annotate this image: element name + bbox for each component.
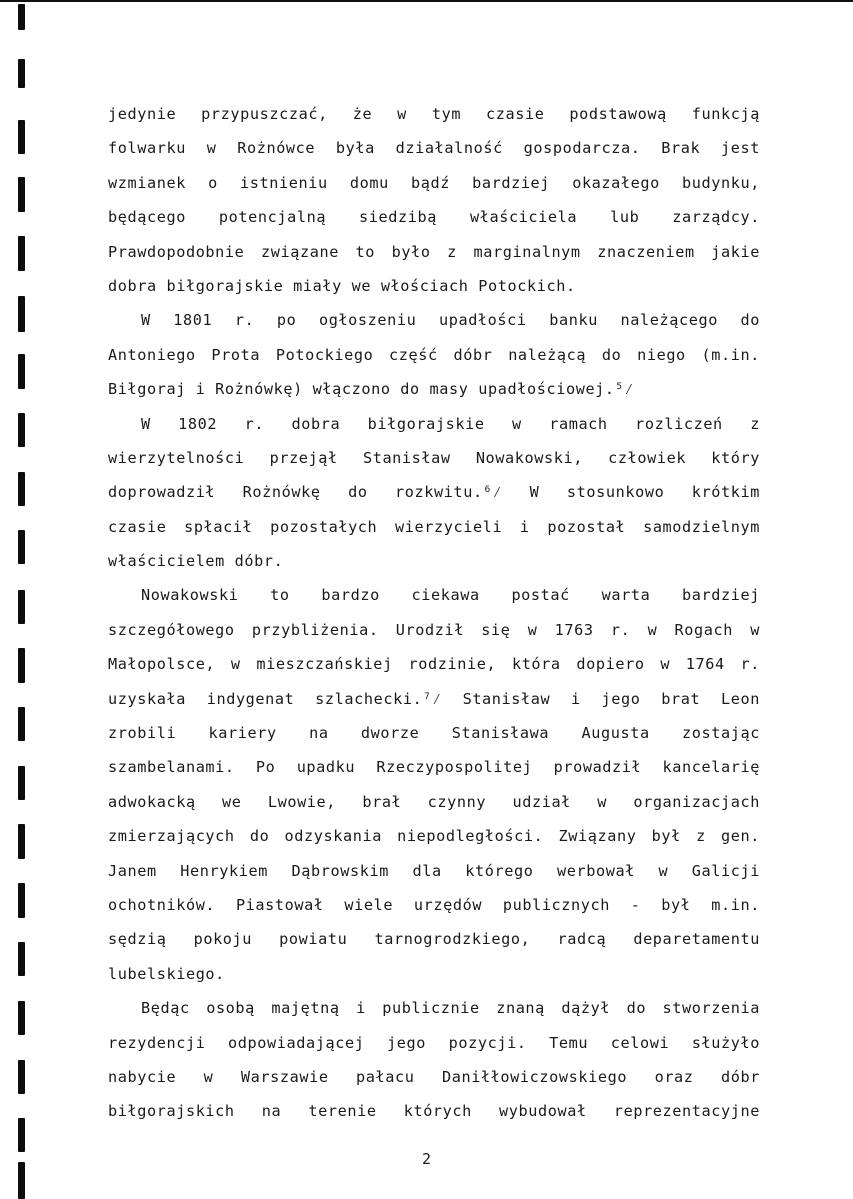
text-line: będącego potencjalną siedzibą właściciela lub zarządcy. [108,208,760,227]
binding-holes [0,0,40,1199]
text-line: szczegółowego przybliżenia. Urodził się w 1763 r. w Rogach w [108,620,760,639]
binding-hole [18,648,25,683]
text-line: W 1801 r. po ogłoszeniu upadłości banku należącego do [141,311,760,330]
page-top-edge [0,0,853,2]
text-line: folwarku w Rożnówce była działalność gospodarcza. Brak jest [108,139,760,158]
text-line: zmierzających do odzyskania niepodległości. Związany był z gen. [108,827,760,846]
binding-hole [18,1118,25,1152]
text-line: jedynie przypuszczać, że w tym czasie podstawową funkcją [108,105,760,123]
binding-hole [18,413,25,447]
binding-hole [18,530,25,564]
text-line: W 1802 r. dobra biłgorajskie w ramach rozliczeń z [141,414,760,433]
text-line: doprowadził Rożnówkę do rozkwitu.⁶⁄ W stosunkowo krótkim [108,483,760,502]
text-line: Nowakowski to bardzo ciekawa postać warta bardziej [141,586,760,605]
binding-hole [18,707,25,741]
text-line: właścicielem dóbr. [108,552,284,571]
binding-hole [18,4,25,30]
text-line: Prawdopodobnie związane to było z marginalnym znaczeniem jakie [108,242,760,261]
binding-hole [18,472,25,506]
text-line: ochotników. Piastował wiele urzędów publicznych - był m.in. [108,895,760,914]
binding-hole [18,120,25,154]
text-line: Małopolsce, w mieszczańskiej rodzinie, która dopiero w 1764 r. [108,655,760,674]
binding-hole [18,354,25,389]
text-line: biłgorajskich na terenie których wybudował reprezentacyjne [108,1102,760,1121]
text-line: Antoniego Prota Potockiego część dóbr należącą do niego (m.in. [108,345,760,364]
text-line: lubelskiego. [108,964,225,983]
binding-hole [18,942,25,976]
text-line: Janem Henrykiem Dąbrowskim dla którego werbował w Galicji [108,861,760,880]
text-line: wierzytelności przejął Stanisław Nowakowski, człowiek który [108,448,760,467]
text-line: nabycie w Warszawie pałacu Daniłłowiczowskiego oraz dóbr [108,1067,760,1086]
binding-hole [18,59,25,88]
text-line: dobra biłgorajskie miały we włościach Potockich. [108,276,576,295]
binding-hole [18,1001,25,1035]
text-line: Będąc osobą majętną i publicznie znaną dążył do stworzenia [141,999,760,1018]
text-line: rezydencji odpowiadającej jego pozycji. Temu celowi służyło [108,1033,760,1052]
text-line: czasie spłacił pozostałych wierzycieli i pozostał samodzielnym [108,517,760,536]
document-body [108,97,760,1129]
text-line: adwokacką we Lwowie, brał czynny udział w organizacjach [108,792,760,811]
text-line: uzyskała indygenat szlachecki.⁷⁄ Stanisław i jego brat Leon [108,689,760,708]
page-number: 2 [421,1150,432,1168]
binding-hole [18,296,25,332]
binding-hole [18,766,25,800]
binding-hole [18,177,25,212]
binding-hole [18,590,25,624]
text-line: wzmianek o istnieniu domu bądź bardziej okazałego budynku, [108,173,760,192]
text-line: sędzią pokoju powiatu tarnogrodzkiego, radcą deparetamentu [108,930,760,949]
text-line: Biłgoraj i Rożnówkę) włączono do masy upadłościowej.⁵⁄ [108,380,635,399]
binding-hole [18,824,25,859]
binding-hole [18,236,25,271]
text-line: zrobili kariery na dworze Stanisława Augusta zostając [108,724,760,743]
text-line: szambelanami. Po upadku Rzeczypospolitej prowadził kancelarię [108,758,760,777]
binding-hole [18,883,25,918]
binding-hole [18,1060,25,1094]
